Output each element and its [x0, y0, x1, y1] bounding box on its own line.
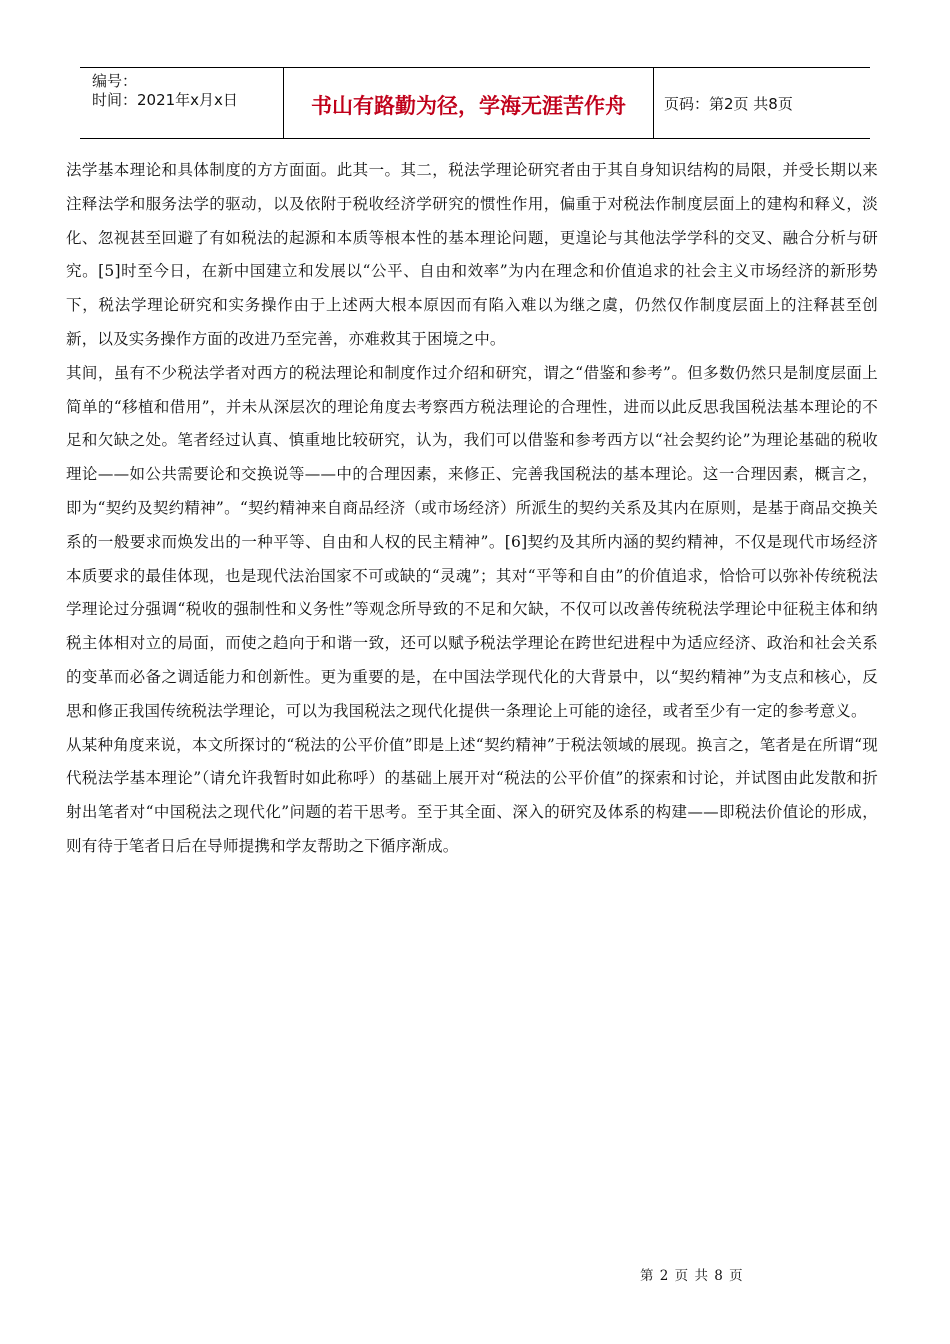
- header-meta: [80, 68, 284, 138]
- paragraph: 法学基本理论和具体制度的方方面面。此其一。其二，税法学理论研究者由于其自身知识结构的局限，并受长期以来注释法学和服务法学的驱动，以及依附于税收经济学研究的惯性作用，偏重于对税法作制度层面上的建构和释义，淡化、忽视甚至回避了有如税法的起源和本质等根本性的基本理论问题，更遑论与其他法学学科的交叉、融合分析与研究。[5]时至今日，在新中国建立和发展以“公平、自由和效率”为内在理念和价值追求的社会主义市场经济的新形势下，税法学理论研究和实务操作由于上述两大根本原因而有陷入难以为继之虞，仍然仅作制度层面上的注释甚至创新，以及实务操作方面的改进乃至完善，亦难救其于困境之中。: [66, 161, 878, 348]
- number-label: 编号：: [92, 72, 138, 90]
- page-header: [80, 67, 870, 139]
- paragraph: 其间，虽有不少税法学者对西方的税法理论和制度作过介绍和研究，谓之“借鉴和参考”。但多数仍然只是制度层面上简单的“移植和借用”，并未从深层次的理论角度去考察西方税法理论的合理性，进而以此反思我国税法基本理论的不足和欠缺之处。笔者经过认真、慎重地比较研究，认为，我们可以借鉴和参考西方以“社会契约论”为理论基础的税收理论——如公共需要论和交换说等——中的合理因素，来修正、完善我国税法的基本理论。这一合理因素，概言之，即为“契约及契约精神”。“契约精神来自商品经济（或市场经济）所派生的契约关系及其内在原则，是基于商品交换关系的一般要求而焕发出的一种平等、自由和人权的民主精神”。[6]契约及其所内涵的契约精神，不仅是现代市场经济本质要求的最佳体现，也是现代法治国家不可或缺的“灵魂”；其对“平等和自由”的价值追求，恰恰可以弥补传统税法学理论过分强调“税收的强制性和义务性”等观念所导致的不足和欠缺，不仅可以改善传统税法学理论中征税主体和纳税主体相对立的局面，而使之趋向于和谐一致，还可以赋予税法学理论在跨世纪进程中为适应经济、政治和社会关系的变革而必备之调适能力和创新性。更为重要的是，在中国法学现代化的大背景中，以“契约精神”为支点和核心，反思和修正我国传统税法学理论，可以为我国税法之现代化提供一条理论上可能的途径，或者至少有一定的参考意义。: [66, 363, 878, 720]
- time-label: 时间：2021年x月x日: [92, 91, 238, 109]
- document-body: [66, 154, 878, 864]
- header-page-number: 页码：第2页 共8页: [664, 94, 793, 113]
- paragraph: 从某种角度来说，本文所探讨的“税法的公平价值”即是上述“契约精神”于税法领域的展现。换言之，笔者是在所谓“现代税法学基本理论”（请允许我暂时如此称呼）的基础上展开对“税法的公平价值”的探索和讨论，并试图由此发散和折射出笔者对“中国税法之现代化”问题的若干思考。至于其全面、深入的研究及体系的构建——即税法价值论的形成，则有待于笔者日后在导师提携和学友帮助之下循序渐成。: [66, 735, 878, 855]
- page-footer: 第 2 页 共 8 页: [640, 1268, 744, 1284]
- header-motto: 书山有路勤为径，学海无涯苦作舟: [284, 68, 654, 138]
